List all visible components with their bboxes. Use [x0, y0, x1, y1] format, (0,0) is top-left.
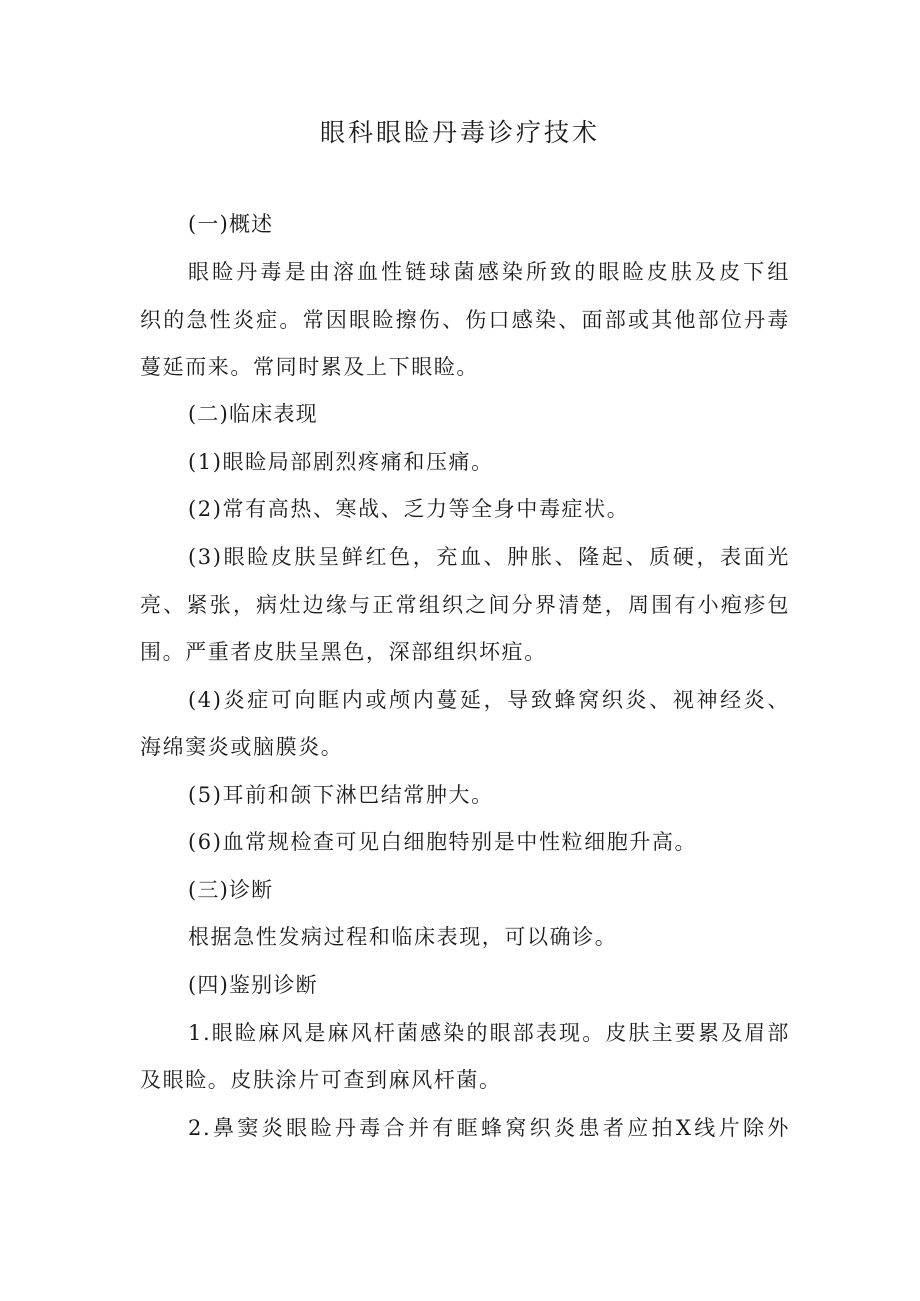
paragraph-line: 蔓延而来。常同时累及上下眼睑。 — [140, 355, 479, 379]
document-title: 眼科眼睑丹毒诊疗技术 — [319, 118, 600, 147]
section-heading-clinical: (二)临床表现 — [188, 402, 318, 426]
section-heading-overview: (一)概述 — [188, 212, 274, 236]
paragraph-line: 亮、紧张，病灶边缘与正常组织之间分界清楚，周围有小疱疹包 — [140, 593, 790, 617]
paragraph-line: 海绵窦炎或脑膜炎。 — [140, 735, 344, 759]
list-item: (4)炎症可向眶内或颅内蔓延，导致蜂窝织炎、视神经炎、 — [188, 688, 790, 712]
paragraph-line: 眼睑丹毒是由溶血性链球菌感染所致的眼睑皮肤及皮下组 — [188, 260, 790, 284]
paragraph-line: 围。严重者皮肤呈黑色，深部组织坏疽。 — [140, 640, 547, 664]
list-item: (6)血常规检查可见白细胞特别是中性粒细胞升高。 — [188, 830, 698, 854]
paragraph-line: 根据急性发病过程和临床表现，可以确诊。 — [188, 925, 618, 949]
list-item: (2)常有高热、寒战、乏力等全身中毒症状。 — [188, 497, 630, 521]
section-heading-differential: (四)鉴别诊断 — [188, 973, 318, 997]
list-item: (1)眼睑局部剧烈疼痛和压痛。 — [188, 450, 494, 474]
list-item: 2.鼻窦炎眼睑丹毒合并有眶蜂窝织炎患者应拍X线片除外 — [188, 1116, 790, 1140]
list-item: (3)眼睑皮肤呈鲜红色，充血、肿胀、隆起、质硬，表面光 — [188, 545, 790, 569]
list-item: (5)耳前和颌下淋巴结常肿大。 — [188, 783, 494, 807]
section-heading-diagnosis: (三)诊断 — [188, 878, 274, 902]
list-item: 1.眼睑麻风是麻风杆菌感染的眼部表现。皮肤主要累及眉部 — [188, 1021, 790, 1045]
paragraph-line: 织的急性炎症。常因眼睑擦伤、伤口感染、面部或其他部位丹毒 — [140, 308, 790, 332]
paragraph-line: 及眼睑。皮肤涂片可查到麻风杆菌。 — [140, 1068, 502, 1092]
